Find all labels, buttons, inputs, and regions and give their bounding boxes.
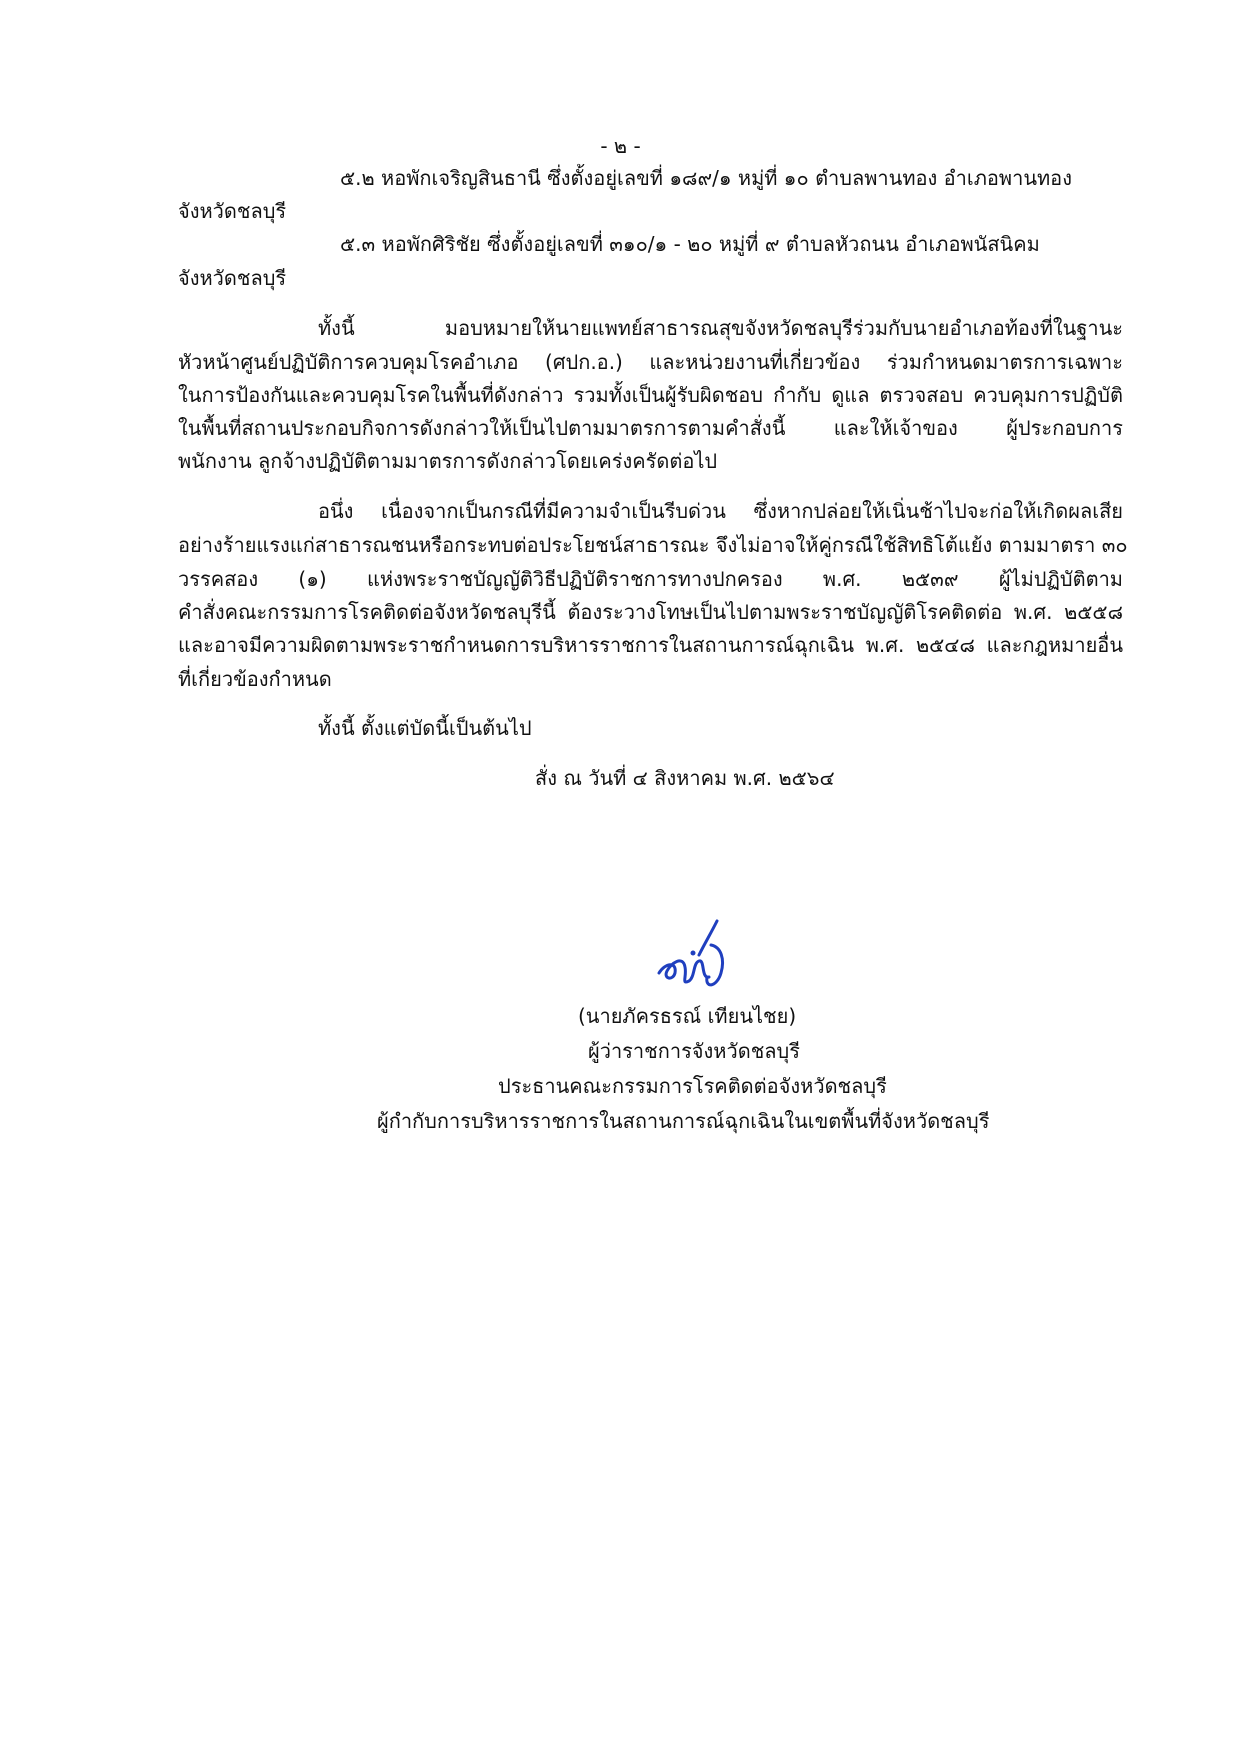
paragraph-1-line-3: ในการป้องกันและควบคุมโรคในพื้นที่ดังกล่าว รวมทั้งเป็นผู้รับผิดชอบ กำกับ ดูแล ตรวจสอบ ควบคุมการปฏิบัติ: [178, 383, 1123, 407]
paragraph-1-line-5: พนักงาน ลูกจ้างปฏิบัติตามมาตรการดังกล่าวโดยเคร่งครัดต่อไป: [178, 449, 718, 473]
order-date: สั่ง ณ วันที่ ๔ สิงหาคม พ.ศ. ๒๕๖๔: [535, 766, 835, 790]
paragraph-2-line-2: อย่างร้ายแรงแก่สาธารณชนหรือกระทบต่อประโยชน์สาธารณะ จึงไม่อาจให้คู่กรณีใช้สิทธิโต้แย้ง ตามมาตรา ๓๐: [178, 533, 1128, 557]
signatory-title-emergency-supervisor: ผู้กำกับการบริหารราชการในสถานการณ์ฉุกเฉินในเขตพื้นที่จังหวัดชลบุรี: [377, 1109, 990, 1133]
paragraph-1-line-1: ทั้งนี้ มอบหมายให้นายแพทย์สาธารณสุขจังหวัดชลบุรีร่วมกับนายอำเภอท้องที่ในฐานะ: [318, 316, 1123, 340]
paragraph-1-line-4: ในพื้นที่สถานประกอบกิจการดังกล่าวให้เป็นไปตามมาตรการตามคำสั่งนี้ และให้เจ้าของ ผู้ประกอบการ: [178, 416, 1123, 440]
paragraph-1-line-2: หัวหน้าศูนย์ปฏิบัติการควบคุมโรคอำเภอ (ศปก.อ.) และหน่วยงานที่เกี่ยวข้อง ร่วมกำหนดมาตรการเฉพาะ: [178, 350, 1123, 374]
paragraph-2-line-3: วรรคสอง (๑) แห่งพระราชบัญญัติวิธีปฏิบัติราชการทางปกครอง พ.ศ. ๒๕๓๙ ผู้ไม่ปฏิบัติตาม: [178, 567, 1123, 591]
paragraph-2-line-5: และอาจมีความผิดตามพระราชกำหนดการบริหารราชการในสถานการณ์ฉุกเฉิน พ.ศ. ๒๕๔๘ และกฎหมายอื่น: [178, 633, 1123, 657]
item-5-2-line-1: ๕.๒ หอพักเจริญสินธานี ซึ่งตั้งอยู่เลขที่ ๑๘๙/๑ หมู่ที่ ๑๐ ตำบลพานทอง อำเภอพานทอง: [340, 166, 1072, 190]
signatory-title-governor: ผู้ว่าราชการจังหวัดชลบุรี: [588, 1039, 800, 1063]
item-5-2-line-2: จังหวัดชลบุรี: [178, 199, 287, 223]
handwritten-signature: [655, 915, 735, 995]
effective-date-statement: ทั้งนี้ ตั้งแต่บัดนี้เป็นต้นไป: [318, 716, 532, 740]
page-number: - ๒ -: [600, 134, 641, 158]
signatory-title-chairman: ประธานคณะกรรมการโรคติดต่อจังหวัดชลบุรี: [498, 1074, 887, 1098]
item-5-3-line-1: ๕.๓ หอพักศิริชัย ซึ่งตั้งอยู่เลขที่ ๓๑๐/๑ - ๒๐ หมู่ที่ ๙ ตำบลหัวถนน อำเภอพนัสนิคม: [340, 232, 1040, 256]
item-5-3-line-2: จังหวัดชลบุรี: [178, 266, 287, 290]
paragraph-2-line-6: ที่เกี่ยวข้องกำหนด: [178, 667, 332, 691]
paragraph-2-line-4: คำสั่งคณะกรรมการโรคติดต่อจังหวัดชลบุรีนี้ ต้องระวางโทษเป็นไปตามพระราชบัญญัติโรคติดต่อ พ.ศ. ๒๕๕๘: [178, 600, 1123, 624]
signatory-name: (นายภัครธรณ์ เทียนไชย): [578, 1004, 797, 1028]
paragraph-2-line-1: อนึ่ง เนื่องจากเป็นกรณีที่มีความจำเป็นรีบด่วน ซึ่งหากปล่อยให้เนิ่นช้าไปจะก่อให้เกิดผลเสีย: [318, 499, 1123, 523]
